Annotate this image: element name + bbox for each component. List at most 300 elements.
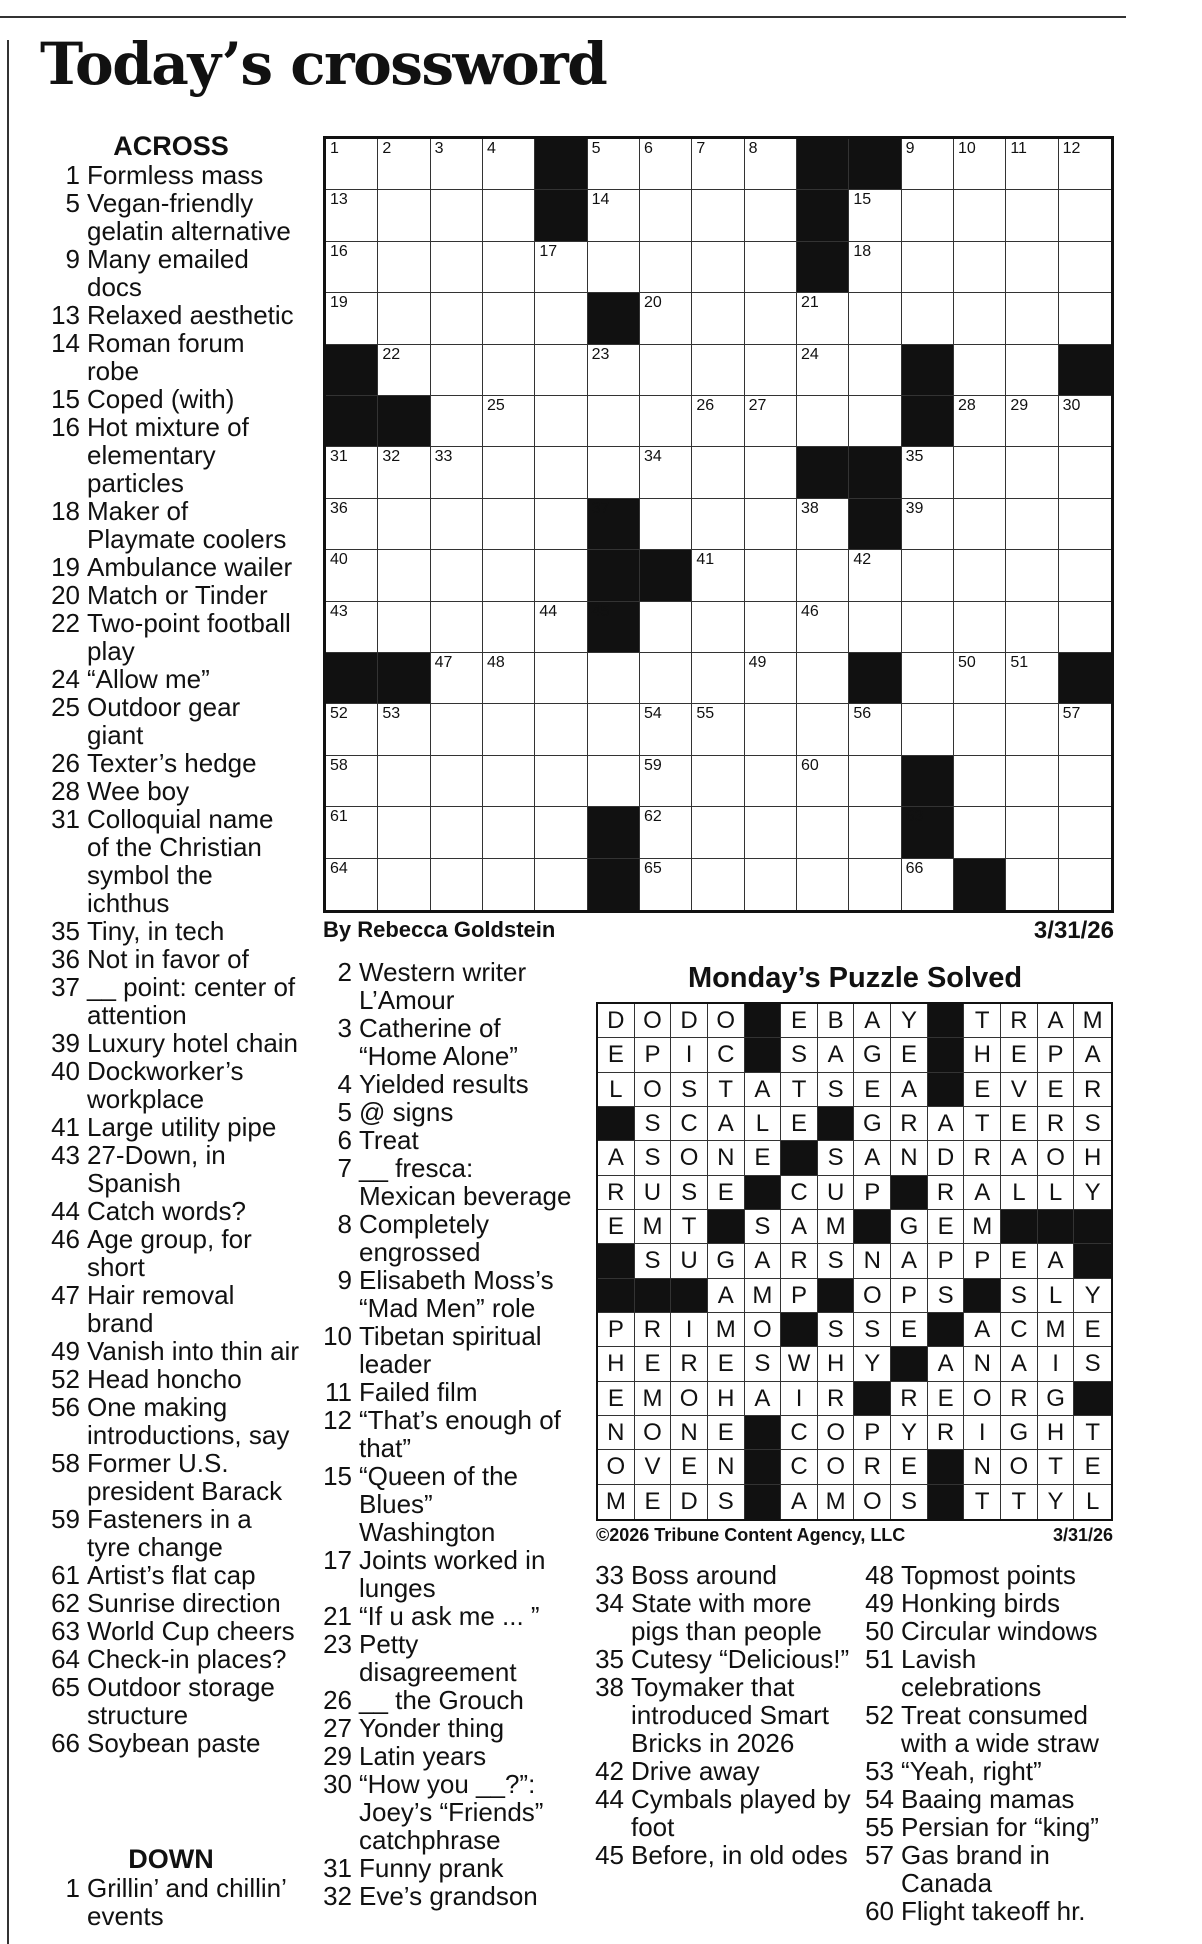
- grid-cell[interactable]: [535, 602, 587, 653]
- grid-cell[interactable]: [902, 859, 954, 910]
- clue-text: __ the Grouch: [359, 1685, 524, 1715]
- grid-cell[interactable]: [797, 602, 849, 653]
- grid-cell[interactable]: [326, 807, 378, 858]
- grid-cell[interactable]: [378, 242, 430, 293]
- grid-cell[interactable]: [745, 653, 797, 704]
- grid-cell[interactable]: [535, 704, 587, 755]
- grid-cell[interactable]: [849, 756, 901, 807]
- grid-cell[interactable]: [954, 447, 1006, 498]
- clue-number: 36: [51, 944, 80, 974]
- solution-cell: I: [671, 1313, 708, 1347]
- grid-cell[interactable]: [1006, 139, 1058, 190]
- grid-cell[interactable]: [378, 859, 430, 910]
- grid-cell[interactable]: [1059, 447, 1111, 498]
- grid-cell[interactable]: [483, 756, 535, 807]
- solution-cell: A: [1074, 1038, 1111, 1072]
- grid-cell[interactable]: [535, 859, 587, 910]
- grid-cell[interactable]: [378, 550, 430, 601]
- clue-number: 42: [595, 1756, 624, 1786]
- clue-text: Dockworker’s workplace: [87, 1056, 244, 1114]
- grid-cell[interactable]: [1059, 859, 1111, 910]
- grid-cell[interactable]: [483, 653, 535, 704]
- grid-cell[interactable]: [1059, 807, 1111, 858]
- grid-cell[interactable]: [849, 859, 901, 910]
- clue-text: Relaxed aesthetic: [87, 300, 294, 330]
- grid-cell[interactable]: [849, 807, 901, 858]
- grid-cell[interactable]: [954, 550, 1006, 601]
- grid-cell[interactable]: [640, 190, 692, 241]
- grid-cell[interactable]: [1059, 396, 1111, 447]
- grid-cell[interactable]: [483, 190, 535, 241]
- clue: [40, 1617, 302, 1645]
- clue-number: 4: [337, 1069, 352, 1099]
- cell-number: 55: [696, 705, 715, 723]
- grid-cell[interactable]: [378, 139, 430, 190]
- clue-number: 41: [51, 1112, 80, 1142]
- grid-cell[interactable]: [902, 139, 954, 190]
- grid-cell[interactable]: [797, 756, 849, 807]
- grid-cell[interactable]: [745, 704, 797, 755]
- solution-cell: H: [598, 1347, 635, 1381]
- grid-cell[interactable]: [745, 345, 797, 396]
- grid-cell[interactable]: [588, 447, 640, 498]
- grid-cell[interactable]: [902, 242, 954, 293]
- grid-cell[interactable]: [902, 293, 954, 344]
- grid-cell[interactable]: [640, 859, 692, 910]
- cell-number: 3: [434, 140, 444, 157]
- solution-cell: S: [635, 1107, 672, 1141]
- solution-cell: E: [891, 1450, 928, 1484]
- grid-cell[interactable]: [431, 447, 483, 498]
- black-square: [797, 242, 849, 293]
- grid-cell[interactable]: [797, 859, 849, 910]
- grid-cell[interactable]: [1006, 602, 1058, 653]
- solution-cell: O: [745, 1313, 782, 1347]
- clue-text: @ signs: [359, 1097, 454, 1127]
- black-square: [588, 807, 640, 858]
- grid-cell[interactable]: [431, 550, 483, 601]
- clue: [584, 1757, 852, 1785]
- grid-cell[interactable]: [483, 293, 535, 344]
- cell-number: 40: [330, 551, 348, 569]
- grid-cell[interactable]: [954, 756, 1006, 807]
- black-square: [849, 447, 901, 498]
- grid-cell[interactable]: [797, 653, 849, 704]
- cell-number: 23: [591, 345, 610, 363]
- grid-cell[interactable]: [535, 242, 587, 293]
- grid-cell[interactable]: [954, 807, 1006, 858]
- grid-cell[interactable]: [431, 859, 483, 910]
- solution-cell: O: [964, 1382, 1001, 1416]
- grid-cell[interactable]: [535, 756, 587, 807]
- grid-cell[interactable]: [1006, 704, 1058, 755]
- clue-number: 48: [865, 1560, 894, 1590]
- solution-cell: O: [854, 1485, 891, 1519]
- grid-cell[interactable]: [745, 756, 797, 807]
- grid-cell[interactable]: [588, 396, 640, 447]
- grid-cell[interactable]: [692, 602, 744, 653]
- grid-cell[interactable]: [535, 653, 587, 704]
- clue-number: 1: [65, 160, 80, 190]
- grid-cell[interactable]: [1006, 293, 1058, 344]
- grid-cell[interactable]: [797, 704, 849, 755]
- grid-cell[interactable]: [640, 499, 692, 550]
- grid-cell[interactable]: [378, 807, 430, 858]
- grid-cell[interactable]: [326, 293, 378, 344]
- solution-cell: M: [635, 1382, 672, 1416]
- grid-cell[interactable]: [902, 550, 954, 601]
- clue: [312, 1686, 574, 1714]
- grid-cell[interactable]: [692, 139, 744, 190]
- grid-cell[interactable]: [431, 396, 483, 447]
- grid-cell[interactable]: [640, 139, 692, 190]
- grid-cell[interactable]: [745, 447, 797, 498]
- clue-text: Outdoor storage structure: [87, 1672, 275, 1730]
- grid-cell[interactable]: [483, 139, 535, 190]
- clue: [584, 1561, 852, 1589]
- grid-cell[interactable]: [640, 756, 692, 807]
- grid-cell[interactable]: [588, 704, 640, 755]
- grid-cell[interactable]: [849, 602, 901, 653]
- grid-cell[interactable]: [954, 499, 1006, 550]
- grid-cell[interactable]: [326, 447, 378, 498]
- grid-cell[interactable]: [588, 139, 640, 190]
- grid-cell[interactable]: [326, 139, 378, 190]
- clue-text: Vanish into thin air: [87, 1336, 299, 1366]
- grid-cell[interactable]: [1006, 550, 1058, 601]
- grid-cell[interactable]: [431, 242, 483, 293]
- grid-cell[interactable]: [745, 859, 797, 910]
- cell-number: 4: [486, 140, 496, 157]
- solution-cell: V: [635, 1450, 672, 1484]
- grid-cell[interactable]: [640, 293, 692, 344]
- clue-number: 38: [595, 1672, 624, 1702]
- clue-text: Artist’s flat cap: [87, 1560, 256, 1590]
- solution-cell: S: [671, 1073, 708, 1107]
- grid-cell[interactable]: [745, 396, 797, 447]
- solution-cell: T: [781, 1073, 818, 1107]
- grid-cell[interactable]: [902, 190, 954, 241]
- black-square: [535, 139, 587, 190]
- grid-cell[interactable]: [535, 447, 587, 498]
- grid-cell[interactable]: [692, 499, 744, 550]
- grid-cell[interactable]: [1059, 499, 1111, 550]
- grid-cell[interactable]: [954, 345, 1006, 396]
- grid-cell[interactable]: [954, 396, 1006, 447]
- grid-cell[interactable]: [588, 242, 640, 293]
- clue-text: Two-point football play: [87, 608, 291, 666]
- grid-cell[interactable]: [745, 293, 797, 344]
- grid-cell[interactable]: [640, 396, 692, 447]
- grid-cell[interactable]: [1006, 345, 1058, 396]
- grid-cell[interactable]: [326, 550, 378, 601]
- grid-cell[interactable]: [431, 190, 483, 241]
- crossword-grid[interactable]: [323, 136, 1114, 913]
- grid-cell[interactable]: [692, 190, 744, 241]
- grid-cell[interactable]: [692, 242, 744, 293]
- grid-cell[interactable]: [745, 550, 797, 601]
- clue-text: Drive away: [631, 1756, 760, 1786]
- grid-cell[interactable]: [431, 499, 483, 550]
- grid-cell[interactable]: [849, 345, 901, 396]
- solution-cell: O: [708, 1004, 745, 1038]
- grid-cell[interactable]: [483, 704, 535, 755]
- clue-text: Petty disagreement: [359, 1629, 517, 1687]
- grid-cell[interactable]: [797, 499, 849, 550]
- solution-cell: G: [854, 1038, 891, 1072]
- grid-cell[interactable]: [954, 653, 1006, 704]
- grid-cell[interactable]: [326, 602, 378, 653]
- grid-cell[interactable]: [535, 499, 587, 550]
- solution-cell: E: [781, 1107, 818, 1141]
- grid-cell[interactable]: [431, 756, 483, 807]
- grid-cell[interactable]: [483, 396, 535, 447]
- grid-cell[interactable]: [1006, 653, 1058, 704]
- grid-cell[interactable]: [588, 190, 640, 241]
- grid-cell[interactable]: [1059, 704, 1111, 755]
- grid-cell[interactable]: [431, 602, 483, 653]
- grid-cell[interactable]: [378, 602, 430, 653]
- grid-cell[interactable]: [431, 345, 483, 396]
- grid-cell[interactable]: [326, 859, 378, 910]
- grid-cell[interactable]: [431, 704, 483, 755]
- clue: [40, 301, 302, 329]
- black-square: [378, 396, 430, 447]
- grid-cell[interactable]: [640, 602, 692, 653]
- grid-cell[interactable]: [640, 447, 692, 498]
- clue-text: Elisabeth Moss’s “Mad Men” role: [359, 1265, 554, 1323]
- grid-cell[interactable]: [1006, 499, 1058, 550]
- clue-text: Soybean paste: [87, 1728, 261, 1758]
- grid-cell[interactable]: [902, 602, 954, 653]
- solution-black-square: [745, 1416, 782, 1450]
- grid-cell[interactable]: [692, 653, 744, 704]
- grid-cell[interactable]: [588, 756, 640, 807]
- solution-cell: T: [708, 1073, 745, 1107]
- grid-cell[interactable]: [640, 345, 692, 396]
- grid-cell[interactable]: [483, 602, 535, 653]
- grid-cell[interactable]: [692, 550, 744, 601]
- grid-cell[interactable]: [535, 396, 587, 447]
- grid-cell[interactable]: [378, 345, 430, 396]
- cell-number: 21: [800, 294, 819, 312]
- grid-cell[interactable]: [745, 190, 797, 241]
- grid-cell[interactable]: [326, 499, 378, 550]
- grid-cell[interactable]: [745, 499, 797, 550]
- grid-cell[interactable]: [640, 807, 692, 858]
- cell-number: 35: [905, 448, 924, 466]
- grid-cell[interactable]: [849, 704, 901, 755]
- grid-cell[interactable]: [1006, 807, 1058, 858]
- grid-cell[interactable]: [902, 653, 954, 704]
- grid-cell[interactable]: [692, 807, 744, 858]
- clue-number: 26: [323, 1685, 352, 1715]
- grid-cell[interactable]: [954, 190, 1006, 241]
- grid-cell[interactable]: [849, 550, 901, 601]
- grid-cell[interactable]: [1059, 190, 1111, 241]
- grid-cell[interactable]: [378, 499, 430, 550]
- grid-cell[interactable]: [431, 653, 483, 704]
- cell-number: 63: [905, 808, 924, 826]
- clue-number: 32: [323, 1881, 352, 1911]
- grid-cell[interactable]: [745, 807, 797, 858]
- grid-cell[interactable]: [483, 447, 535, 498]
- grid-cell[interactable]: [535, 293, 587, 344]
- grid-cell[interactable]: [378, 293, 430, 344]
- clue-number: 19: [51, 552, 80, 582]
- cell-number: 36: [330, 499, 348, 517]
- grid-cell[interactable]: [692, 396, 744, 447]
- solution-black-square: [598, 1107, 635, 1141]
- solution-cell: A: [818, 1038, 855, 1072]
- grid-cell[interactable]: [535, 550, 587, 601]
- cell-number: 16: [330, 242, 348, 260]
- grid-cell[interactable]: [692, 859, 744, 910]
- grid-cell[interactable]: [640, 653, 692, 704]
- grid-cell[interactable]: [535, 807, 587, 858]
- grid-cell[interactable]: [954, 242, 1006, 293]
- clue-text: Colloquial name of the Christian symbol the ichthus: [87, 804, 274, 918]
- grid-cell[interactable]: [483, 242, 535, 293]
- cell-number: 11: [1010, 140, 1027, 157]
- solution-cell: H: [818, 1347, 855, 1381]
- grid-cell[interactable]: [954, 602, 1006, 653]
- solution-black-square: [745, 1485, 782, 1519]
- grid-cell[interactable]: [378, 447, 430, 498]
- grid-cell[interactable]: [1006, 396, 1058, 447]
- clue: [312, 1406, 574, 1462]
- grid-cell[interactable]: [692, 756, 744, 807]
- grid-cell[interactable]: [849, 190, 901, 241]
- solution-black-square: [964, 1279, 1001, 1313]
- solution-cell: R: [598, 1176, 635, 1210]
- grid-cell[interactable]: [954, 704, 1006, 755]
- clue-text: Joints worked in lunges: [359, 1545, 546, 1603]
- grid-cell[interactable]: [1006, 190, 1058, 241]
- grid-cell[interactable]: [1059, 242, 1111, 293]
- solution-black-square: [1074, 1382, 1111, 1416]
- grid-cell[interactable]: [797, 293, 849, 344]
- clue-number: 18: [51, 496, 80, 526]
- grid-cell[interactable]: [1059, 550, 1111, 601]
- grid-cell[interactable]: [378, 704, 430, 755]
- clue-number: 3: [337, 1013, 352, 1043]
- grid-cell[interactable]: [849, 293, 901, 344]
- grid-cell[interactable]: [1006, 242, 1058, 293]
- grid-cell[interactable]: [326, 242, 378, 293]
- grid-cell[interactable]: [692, 293, 744, 344]
- grid-cell[interactable]: [535, 345, 587, 396]
- grid-cell[interactable]: [588, 345, 640, 396]
- grid-cell[interactable]: [483, 499, 535, 550]
- clue: [854, 1645, 1112, 1701]
- grid-cell[interactable]: [797, 807, 849, 858]
- grid-cell[interactable]: [483, 859, 535, 910]
- solution-cell: R: [818, 1382, 855, 1416]
- grid-cell[interactable]: [1006, 756, 1058, 807]
- solution-black-square: [745, 1176, 782, 1210]
- grid-cell[interactable]: [692, 345, 744, 396]
- clue: [40, 1673, 302, 1729]
- clue-text: Age group, for short: [87, 1224, 252, 1282]
- solution-black-square: [928, 1038, 965, 1072]
- clue: [40, 1141, 302, 1197]
- grid-cell[interactable]: [483, 807, 535, 858]
- grid-cell[interactable]: [483, 550, 535, 601]
- solution-cell: S: [635, 1141, 672, 1175]
- grid-cell[interactable]: [745, 242, 797, 293]
- grid-cell[interactable]: [797, 345, 849, 396]
- solution-black-square: [745, 1004, 782, 1038]
- grid-cell[interactable]: [431, 293, 483, 344]
- grid-cell[interactable]: [1006, 447, 1058, 498]
- grid-cell[interactable]: [1059, 139, 1111, 190]
- grid-cell[interactable]: [378, 190, 430, 241]
- clue: [854, 1589, 1112, 1617]
- grid-cell[interactable]: [326, 190, 378, 241]
- grid-cell[interactable]: [797, 550, 849, 601]
- clue: [312, 1378, 574, 1406]
- black-square: [902, 807, 954, 858]
- grid-cell[interactable]: [640, 242, 692, 293]
- solution-cell: L: [1085, 1487, 1100, 1515]
- clue: [40, 1874, 302, 1930]
- solution-cell: H: [708, 1382, 745, 1416]
- grid-cell[interactable]: [640, 704, 692, 755]
- solution-cell: D: [671, 1485, 708, 1519]
- grid-cell[interactable]: [849, 242, 901, 293]
- grid-cell[interactable]: [1059, 756, 1111, 807]
- grid-cell[interactable]: [692, 704, 744, 755]
- grid-cell[interactable]: [902, 499, 954, 550]
- solution-cell: R: [928, 1416, 965, 1450]
- grid-cell[interactable]: [483, 345, 535, 396]
- grid-cell[interactable]: [797, 396, 849, 447]
- grid-cell[interactable]: [1059, 293, 1111, 344]
- grid-cell[interactable]: [745, 139, 797, 190]
- grid-cell[interactable]: [745, 602, 797, 653]
- solution-cell: T: [964, 1107, 1001, 1141]
- grid-cell[interactable]: [1059, 602, 1111, 653]
- grid-cell[interactable]: [954, 139, 1006, 190]
- grid-cell[interactable]: [326, 704, 378, 755]
- grid-cell[interactable]: [588, 653, 640, 704]
- grid-cell[interactable]: [902, 704, 954, 755]
- grid-cell[interactable]: [902, 447, 954, 498]
- solution-cell: S: [891, 1485, 928, 1519]
- solution-cell: E: [671, 1450, 708, 1484]
- solution-title: Monday’s Puzzle Solved: [687, 962, 1023, 994]
- clue-number: 44: [595, 1784, 624, 1814]
- solution-cell: A: [781, 1210, 818, 1244]
- clue-text: “That’s enough of that”: [359, 1405, 561, 1463]
- grid-cell[interactable]: [431, 807, 483, 858]
- grid-cell[interactable]: [378, 756, 430, 807]
- clue-text: Head honcho: [87, 1364, 242, 1394]
- solution-cell: P: [891, 1279, 928, 1313]
- down-clue-list-4: [854, 1561, 1112, 1925]
- solution-cell: T: [1038, 1450, 1075, 1484]
- grid-cell[interactable]: [431, 139, 483, 190]
- grid-cell[interactable]: [849, 396, 901, 447]
- grid-cell[interactable]: [954, 293, 1006, 344]
- cell-number: 20: [643, 294, 662, 312]
- across-clues: [40, 131, 302, 1757]
- grid-cell[interactable]: [1006, 859, 1058, 910]
- clue: [854, 1701, 1112, 1757]
- grid-cell[interactable]: [326, 756, 378, 807]
- grid-cell[interactable]: [692, 447, 744, 498]
